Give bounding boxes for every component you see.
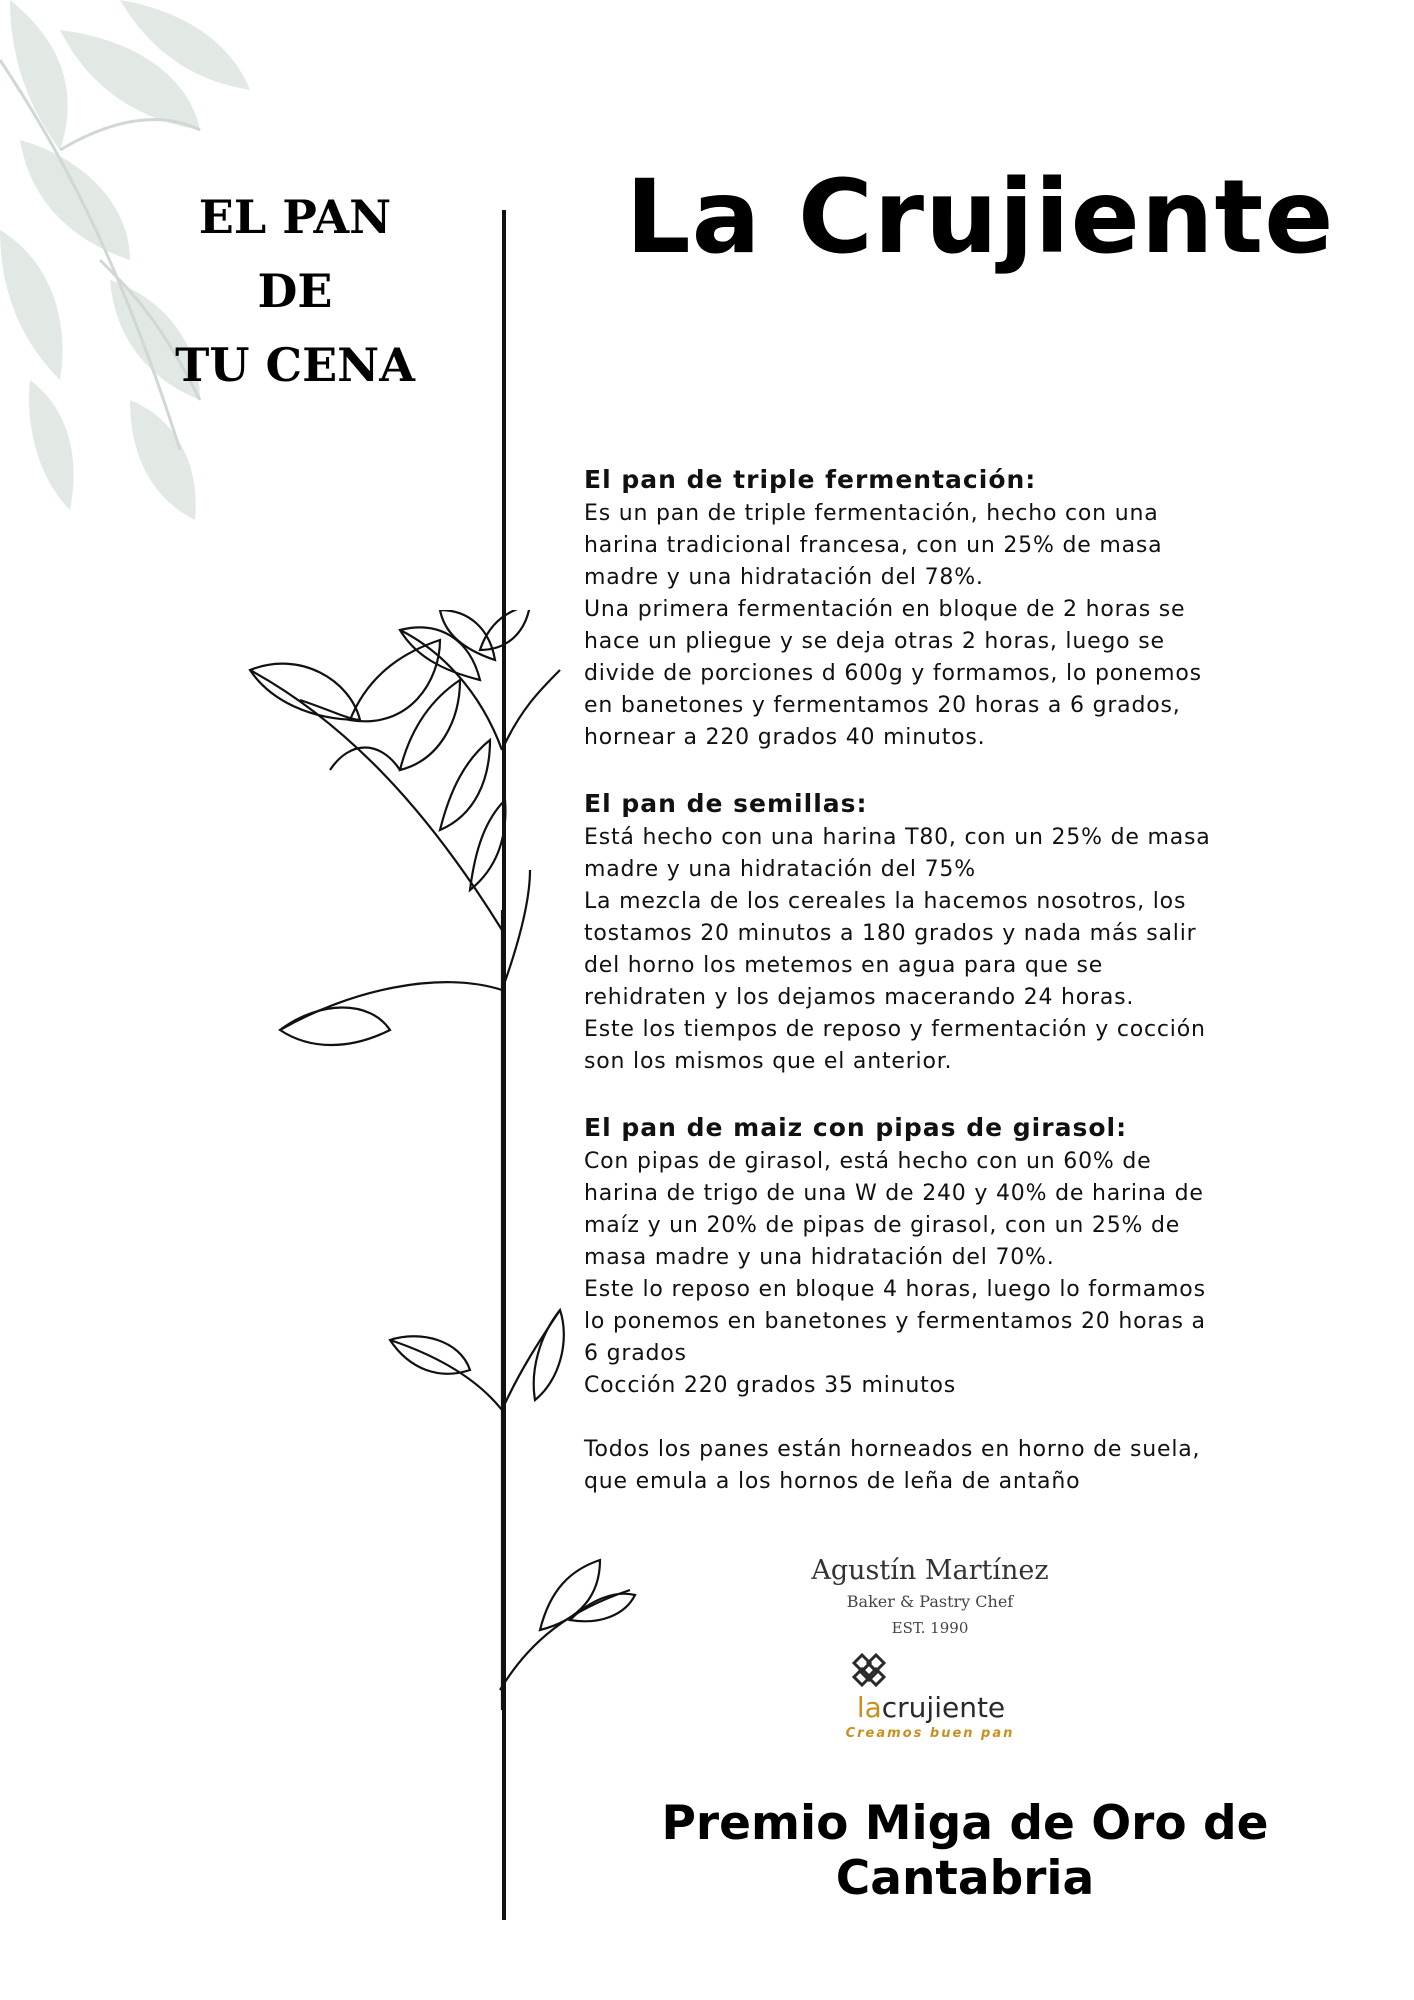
logo-word-part: crujiente: [881, 1691, 1006, 1724]
bread-section: [584, 1110, 1384, 1402]
body-line: lo ponemos en banetones y fermentamos 20 horas a: [584, 1309, 1206, 1334]
logo-word-part: la: [856, 1691, 882, 1724]
lattice-logo-icon: [852, 1653, 886, 1687]
body-line: rehidraten y los dejamos macerando 24 horas.: [584, 985, 1135, 1010]
body-line: Es un pan de triple fermentación, hecho con una: [584, 501, 1159, 526]
recipe-content: [584, 462, 1384, 1498]
slogan-line: EL PAN: [198, 190, 392, 244]
branch-line-art-decoration: [240, 610, 620, 1710]
body-line: divide de porciones d 600g y formamos, lo ponemos: [584, 661, 1202, 686]
brand-established: EST. 1990: [891, 1619, 969, 1637]
section-body: [584, 822, 1384, 1078]
section-title: El pan de triple fermentación:: [584, 465, 1037, 494]
body-line: madre y una hidratación del 78%.: [584, 565, 984, 590]
body-line: harina tradicional francesa, con un 25% de masa: [584, 533, 1163, 558]
body-line: madre y una hidratación del 75%: [584, 857, 976, 882]
small-branch-decoration: [490, 1550, 640, 1700]
body-line: harina de trigo de una W de 240 y 40% de harina de: [584, 1181, 1204, 1206]
brand-tagline: Creamos buen pan: [845, 1726, 1015, 1741]
body-line: masa madre y una hidratación del 70%.: [584, 1245, 1055, 1270]
body-line: maíz y un 20% de pipas de girasol, con un 25% de: [584, 1213, 1181, 1238]
slogan-line: DE: [257, 264, 333, 318]
section-body: [584, 498, 1384, 754]
body-line: Este lo reposo en bloque 4 horas, luego lo formamos: [584, 1277, 1206, 1302]
body-line: tostamos 20 minutos a 180 grados y nada más salir: [584, 921, 1197, 946]
brand-subtitle: Baker & Pastry Chef: [846, 1592, 1014, 1611]
section-title: El pan de semillas:: [584, 789, 868, 818]
body-line: son los mismos que el anterior.: [584, 1049, 953, 1074]
body-line: Está hecho con una harina T80, con un 25% de masa: [584, 825, 1211, 850]
body-line: hace un pliegue y se deja otras 2 horas, luego se: [584, 629, 1165, 654]
bread-section: [584, 462, 1384, 754]
section-body: [584, 1146, 1384, 1402]
slogan-line: TU CENA: [175, 338, 415, 392]
bread-section: [584, 786, 1384, 1078]
body-line: Una primera fermentación en bloque de 2 horas se: [584, 597, 1186, 622]
body-line: La mezcla de los cereales la hacemos nosotros, los: [584, 889, 1187, 914]
body-line: en banetones y fermentamos 20 horas a 6 grados,: [584, 693, 1181, 718]
body-line: Cocción 220 grados 35 minutos: [584, 1373, 957, 1398]
body-line: 6 grados: [584, 1341, 687, 1366]
slogan: [160, 180, 430, 402]
closing-note: [584, 1434, 1384, 1498]
body-line: hornear a 220 grados 40 minutos.: [584, 725, 986, 750]
brand-logo-wordmark: [782, 1691, 1080, 1724]
page-title: La Crujiente: [625, 158, 1335, 278]
closing-line: Todos los panes están horneados en horno de suela,: [584, 1437, 1201, 1462]
closing-line: que emula a los hornos de leña de antaño: [584, 1469, 1081, 1494]
body-line: Este los tiempos de reposo y fermentación y cocción: [584, 1017, 1206, 1042]
award-footer: Premio Miga de Oro de Cantabria: [661, 1796, 1269, 1906]
brand-block: [780, 1555, 1080, 1741]
body-line: Con pipas de girasol, está hecho con un 60% de: [584, 1149, 1152, 1174]
brand-name: Agustín Martínez: [811, 1555, 1049, 1586]
section-title: El pan de maiz con pipas de girasol:: [584, 1113, 1128, 1142]
body-line: del horno los metemos en agua para que se: [584, 953, 1104, 978]
